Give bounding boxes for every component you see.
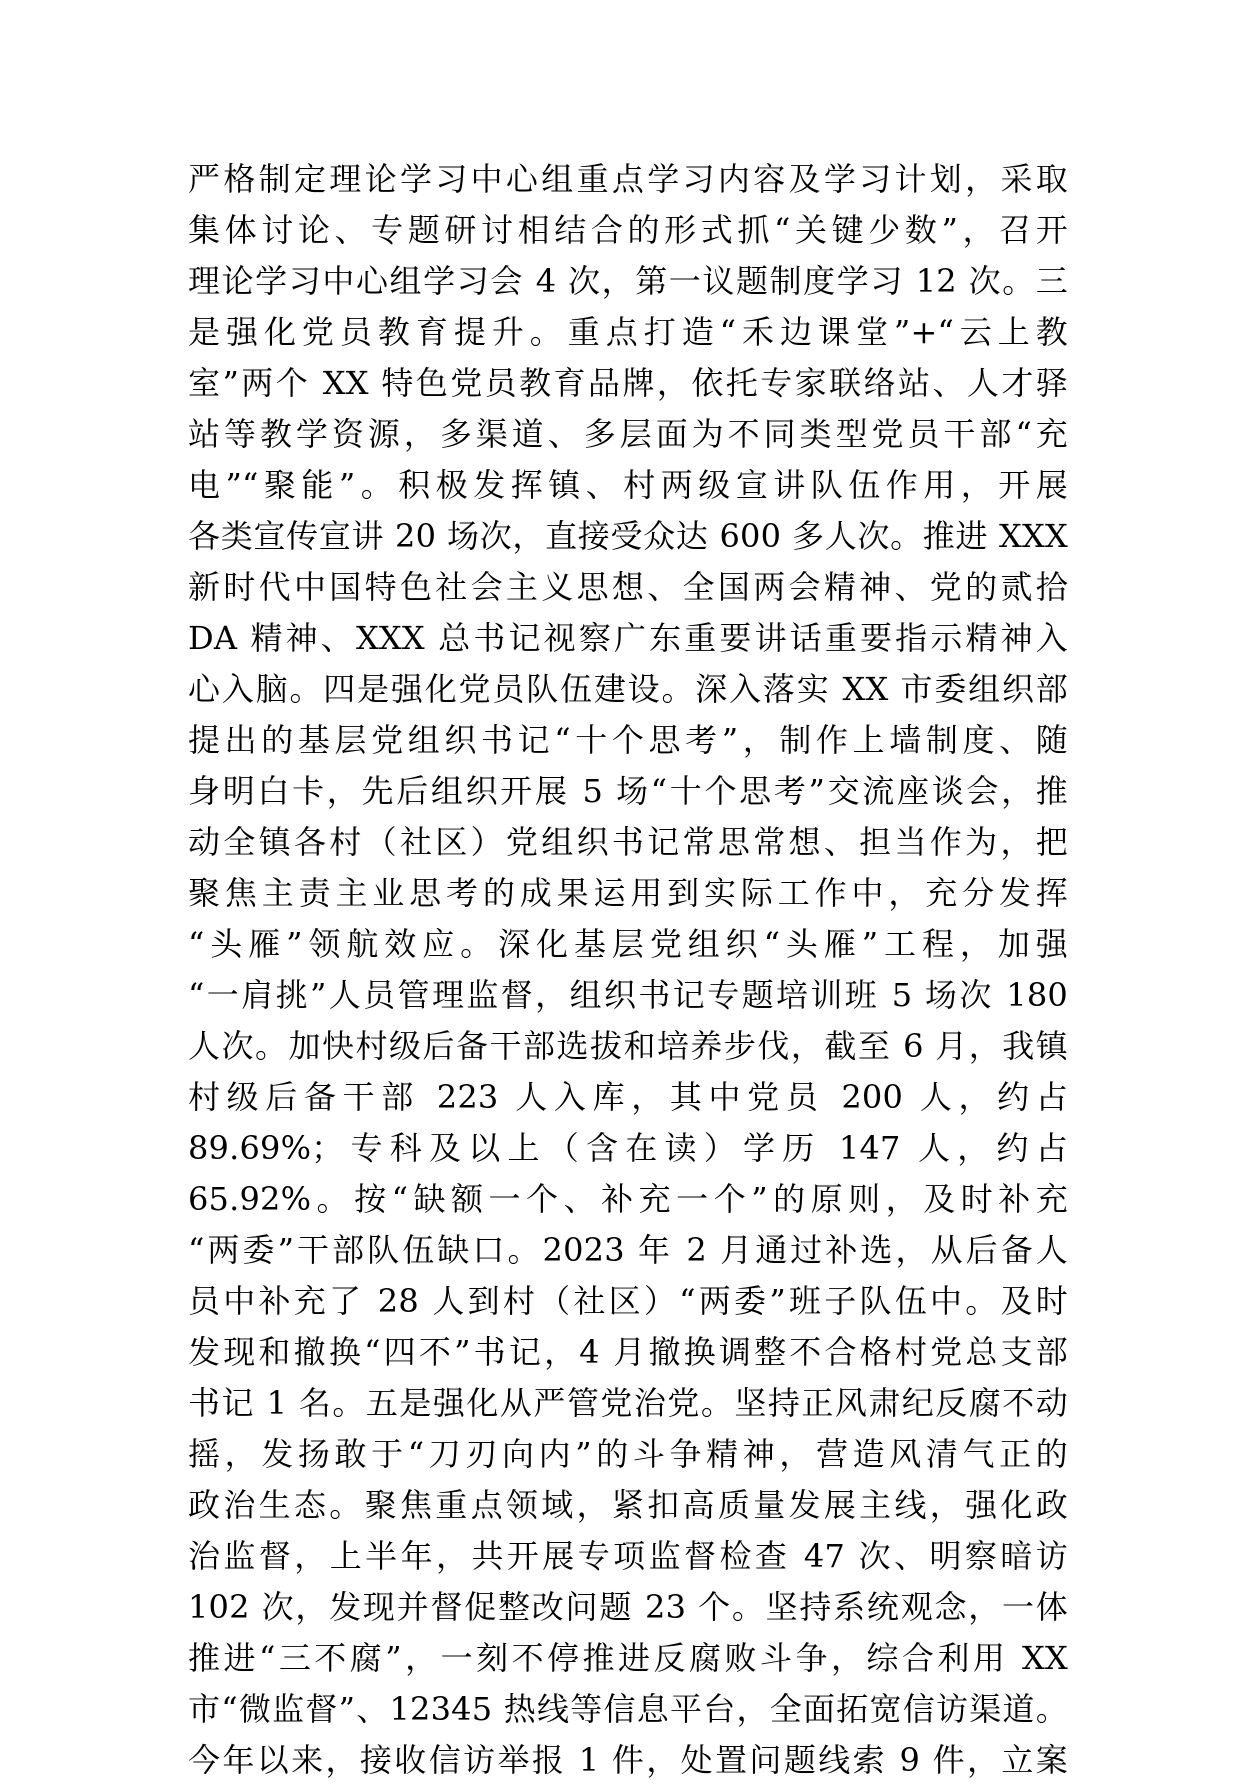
text-line: 员中补充了 28 人到村（社区）“两委”班子队伍中。及时 (188, 1282, 1068, 1320)
text-line: 书记 1 名。五是强化从严管党治党。坚持正风肃纪反腐不动 (188, 1384, 1068, 1422)
text-line: “两委”干部队伍缺口。2023 年 2 月通过补选，从后备人 (188, 1231, 1068, 1269)
text-line: 理论学习中心组学习会 4 次，第一议题制度学习 12 次。三 (188, 262, 1068, 300)
text-line: 动全镇各村（社区）党组织书记常思常想、担当作为，把 (188, 823, 1068, 861)
text-line: 心入脑。四是强化党员队伍建设。深入落实 XX 市委组织部 (188, 670, 1068, 708)
text-line: DA 精神、XXX 总书记视察广东重要讲话重要指示精神入 (188, 619, 1068, 657)
text-line: 发现和撤换“四不”书记，4 月撤换调整不合格村党总支部 (188, 1333, 1068, 1371)
text-line: 聚焦主责主业思考的成果运用到实际工作中，充分发挥 (188, 874, 1068, 912)
text-line: 102 次，发现并督促整改问题 23 个。坚持系统观念，一体 (188, 1588, 1068, 1626)
text-line: 市“微监督”、12345 热线等信息平台，全面拓宽信访渠道。 (188, 1690, 1068, 1728)
text-line: 提出的基层党组织书记“十个思考”，制作上墙制度、随 (188, 721, 1068, 759)
text-line: 今年以来，接收信访举报 1 件，处置问题线索 9 件，立案 (188, 1741, 1068, 1779)
text-line: 治监督，上半年，共开展专项监督检查 47 次、明察暗访 (188, 1537, 1068, 1575)
text-line: 各类宣传宣讲 20 场次，直接受众达 600 多人次。推进 XXX (188, 517, 1068, 555)
text-line: “头雁”领航效应。深化基层党组织“头雁”工程，加强 (188, 925, 1068, 963)
text-line: 电”“聚能”。积极发挥镇、村两级宣讲队伍作用，开展 (188, 466, 1068, 504)
text-line: 推进“三不腐”，一刻不停推进反腐败斗争，综合利用 XX (188, 1639, 1068, 1677)
text-line: “一肩挑”人员管理监督，组织书记专题培训班 5 场次 180 (188, 976, 1068, 1014)
text-line: 65.92%。按“缺额一个、补充一个”的原则，及时补充 (188, 1180, 1068, 1218)
text-line: 是强化党员教育提升。重点打造“禾边课堂”+“云上教 (188, 313, 1068, 351)
body-text (188, 154, 1068, 1786)
text-line: 人次。加快村级后备干部选拔和培养步伐，截至 6 月，我镇 (188, 1027, 1068, 1065)
text-line: 新时代中国特色社会主义思想、全国两会精神、党的贰拾 (188, 568, 1068, 606)
text-line: 89.69%；专科及以上（含在读）学历 147 人，约占 (188, 1129, 1068, 1167)
text-line: 摇，发扬敢于“刀刃向内”的斗争精神，营造风清气正的 (188, 1435, 1068, 1473)
text-line: 身明白卡，先后组织开展 5 场“十个思考”交流座谈会，推 (188, 772, 1068, 810)
text-line: 严格制定理论学习中心组重点学习内容及学习计划，采取 (188, 160, 1068, 198)
text-line: 政治生态。聚焦重点领域，紧扣高质量发展主线，强化政 (188, 1486, 1068, 1524)
text-line: 村级后备干部 223 人入库，其中党员 200 人，约占 (188, 1078, 1068, 1116)
text-line: 室”两个 XX 特色党员教育品牌，依托专家联络站、人才驿 (188, 364, 1068, 402)
text-line: 集体讨论、专题研讨相结合的形式抓“关键少数”，召开 (188, 211, 1068, 249)
text-line: 站等教学资源，多渠道、多层面为不同类型党员干部“充 (188, 415, 1068, 453)
